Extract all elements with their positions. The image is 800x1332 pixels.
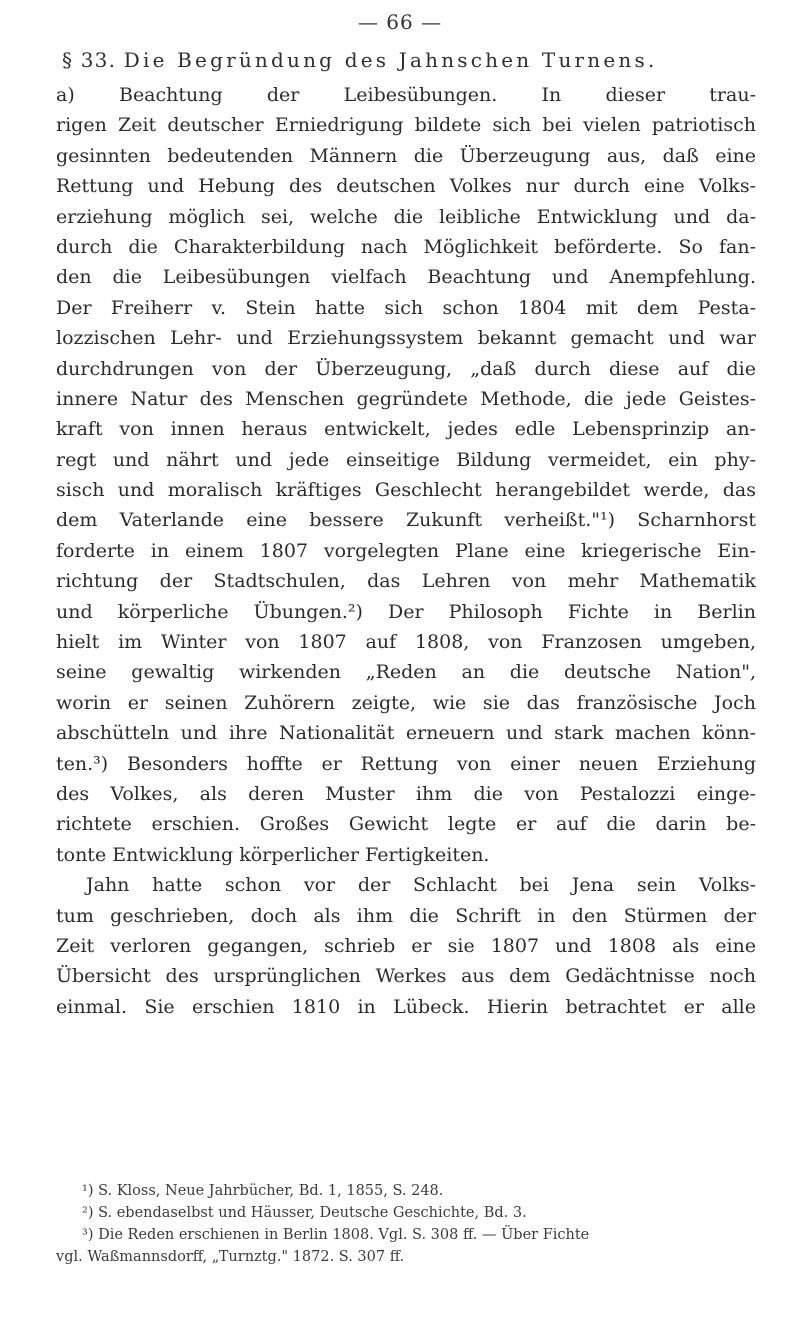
- text-line: erziehung möglich sei, welche die leibliche Entwicklung und da-: [56, 205, 756, 228]
- section-heading: [62, 44, 742, 76]
- text-line: Der Freiherr v. Stein hatte sich schon 1804 mit dem Pesta-: [56, 296, 756, 319]
- text-line: und körperliche Übungen.²) Der Philosoph Fichte in Berlin: [56, 600, 756, 623]
- text-line: ten.³) Besonders hoffte er Rettung von einer neuen Erziehung: [56, 752, 756, 775]
- footnote: vgl. Waßmannsdorff, „Turnztg." 1872. S. 307 ff.: [56, 1249, 405, 1265]
- footnote: ¹) S. Kloss, Neue Jahrbücher, Bd. 1, 1855, S. 248.: [82, 1183, 444, 1199]
- text-line: Jahn hatte schon vor der Schlacht bei Jena sein Volks-: [86, 874, 756, 897]
- text-line: durchdrungen von der Überzeugung, „daß durch diese auf die: [56, 357, 756, 380]
- text-line: forderte in einem 1807 vorgelegten Plane eine kriegerische Ein-: [56, 539, 756, 562]
- text-line: dem Vaterlande eine bessere Zukunft verheißt."¹) Scharnhorst: [56, 509, 756, 532]
- text-line: richtung der Stadtschulen, das Lehren von mehr Mathematik: [56, 570, 756, 593]
- text-line: sisch und moralisch kräftiges Geschlecht herangebildet werde, das: [56, 479, 756, 502]
- text-line: einmal. Sie erschien 1810 in Lübeck. Hierin betrachtet er alle: [56, 995, 756, 1018]
- section-number: § 33.: [62, 48, 117, 72]
- text-line: a) Beachtung der Leibesübungen. In dieser trau-: [56, 84, 756, 106]
- text-line: lozzischen Lehr- und Erziehungssystem bekannt gemacht und war: [56, 327, 756, 350]
- text-line: regt und nährt und jede einseitige Bildung vermeidet, ein phy-: [56, 448, 756, 471]
- text-line: richtete erschien. Großes Gewicht legte er auf die darin be-: [56, 813, 756, 836]
- text-line: durch die Charakterbildung nach Möglichkeit beförderte. So fan-: [56, 235, 756, 258]
- text-line: Übersicht des ursprünglichen Werkes aus dem Gedächtnisse noch: [56, 965, 756, 988]
- text-line: gesinnten bedeutenden Männern die Überzeugung aus, daß eine: [56, 144, 756, 167]
- text-line: kraft von innen heraus entwickelt, jedes edle Lebensprinzip an-: [56, 418, 756, 441]
- text-line: Zeit verloren gegangen, schrieb er sie 1807 und 1808 als eine: [56, 934, 756, 957]
- text-line: tum geschrieben, doch als ihm die Schrift in den Stürmen der: [56, 904, 756, 927]
- section-title: Die Begründung des Jahnschen Turnens.: [123, 48, 658, 72]
- text-line: innere Natur des Menschen gegründete Methode, die jede Geistes-: [56, 387, 756, 410]
- footnote: ²) S. ebendaselbst und Häusser, Deutsche Geschichte, Bd. 3.: [82, 1205, 527, 1221]
- text-line: des Volkes, als deren Muster ihm die von Pestalozzi einge-: [56, 782, 756, 805]
- text-line: abschütteln und ihre Nationalität erneuern und stark machen könn-: [56, 722, 756, 745]
- text-line: Rettung und Hebung des deutschen Volkes nur durch eine Volks-: [56, 175, 756, 198]
- text-line: hielt im Winter von 1807 auf 1808, von Franzosen umgeben,: [56, 631, 756, 654]
- footnote: ³) Die Reden erschienen in Berlin 1808. Vgl. S. 308 ff. — Über Fichte: [82, 1227, 590, 1243]
- text-line: tonte Entwicklung körperlicher Fertigkeiten.: [56, 843, 490, 866]
- text-line: worin er seinen Zuhörern zeigte, wie sie das französische Joch: [56, 691, 756, 714]
- body-text: [56, 80, 756, 1022]
- page-number: — 66 —: [357, 10, 443, 34]
- footnotes: [56, 1180, 756, 1268]
- text-line: rigen Zeit deutscher Erniedrigung bildete sich bei vielen patriotisch: [56, 114, 756, 137]
- text-line: den die Leibesübungen vielfach Beachtung und Anempfehlung.: [56, 266, 756, 289]
- text-line: seine gewaltig wirkenden „Reden an die deutsche Nation",: [56, 661, 756, 684]
